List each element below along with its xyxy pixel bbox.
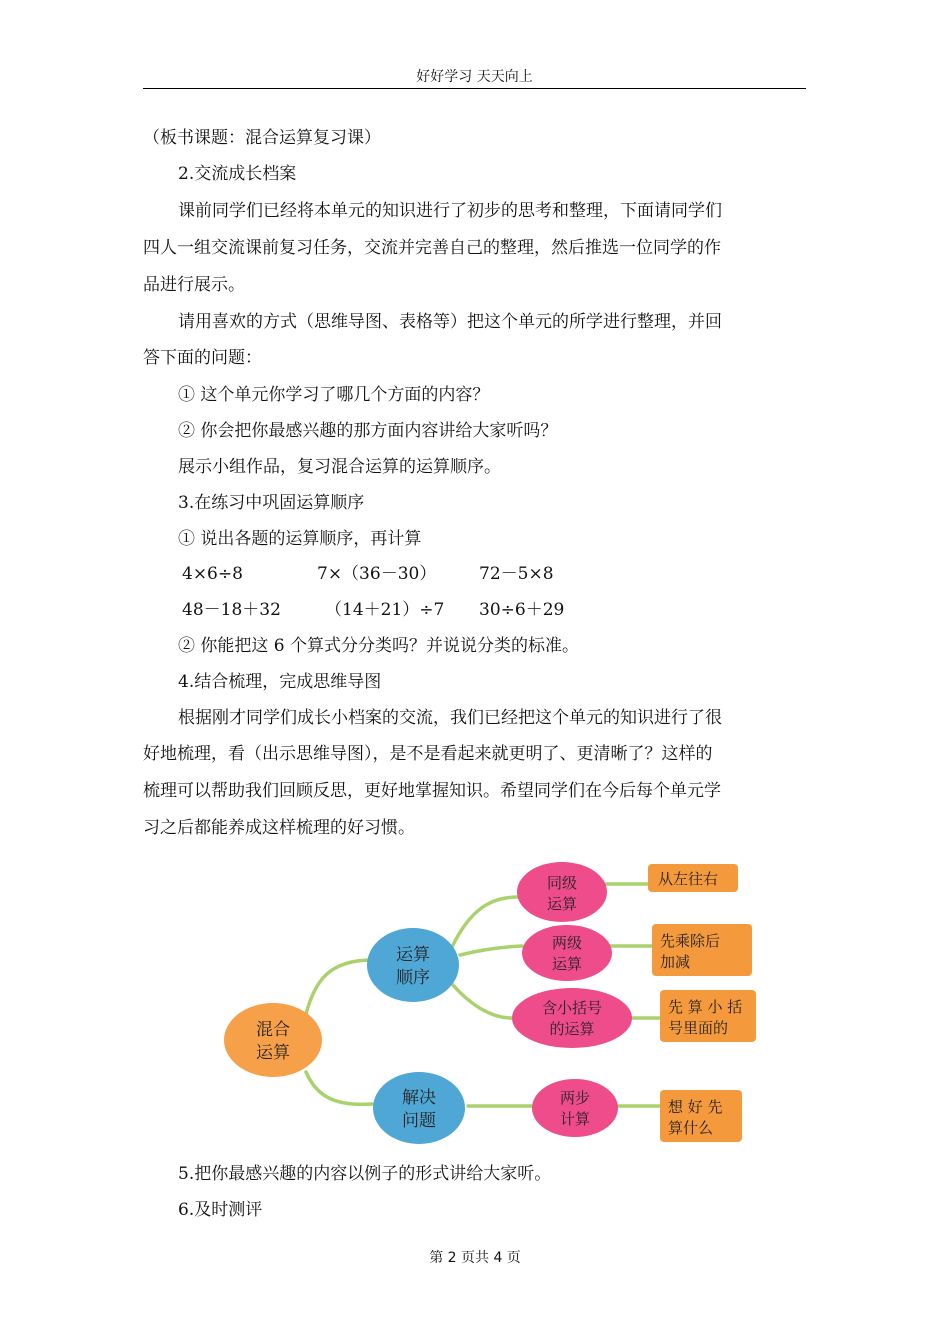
connector xyxy=(306,1072,372,1104)
box-label: 从左往右 xyxy=(658,870,719,888)
connector xyxy=(460,946,522,955)
box-label: 想 好 先 xyxy=(668,1098,723,1116)
node-label: 同级 xyxy=(546,874,578,892)
section-4-heading: 4.结合梳理，完成思维导图 xyxy=(178,672,382,692)
node-label: 混合 xyxy=(256,1020,290,1040)
branch-bubble xyxy=(373,1072,465,1144)
branch-node-order xyxy=(367,928,459,1002)
expression: 48－18＋32 xyxy=(182,600,281,620)
box-left-to-right xyxy=(648,864,738,892)
question-1: ① 这个单元你学习了哪几个方面的内容？ xyxy=(178,385,490,405)
section-5-heading: 5.把你最感兴趣的内容以例子的形式讲给大家听。 xyxy=(178,1164,552,1184)
box-label: 先乘除后 xyxy=(660,932,721,950)
box-parentheses-first xyxy=(660,990,756,1042)
box-think-first xyxy=(660,1090,742,1142)
paragraph: 展示小组作品，复习混合运算的运算顺序。 xyxy=(178,457,501,477)
pink-bubble xyxy=(517,862,607,922)
node-label: 顺序 xyxy=(396,968,430,988)
branch-bubble xyxy=(367,928,459,1002)
node-label: 运算 xyxy=(551,955,583,973)
connector xyxy=(452,984,512,1018)
connector xyxy=(306,960,372,1014)
node-label: 解决 xyxy=(402,1088,436,1108)
box-label: 加减 xyxy=(660,953,691,971)
section-3-heading: 3.在练习中巩固运算顺序 xyxy=(178,493,365,513)
paragraph: 请用喜欢的方式（思维导图、表格等）把这个单元的所学进行整理，并回 xyxy=(178,312,722,332)
node-label: 问题 xyxy=(402,1111,436,1131)
expression: 30÷6＋29 xyxy=(479,600,565,620)
node-label: 运算 xyxy=(546,895,578,913)
root-node xyxy=(224,1003,322,1077)
expression: 72－5×8 xyxy=(479,564,554,584)
paragraph: 梳理可以帮助我们回顾反思，更好地掌握知识。希望同学们在今后每个单元学 xyxy=(143,781,721,801)
box-label: 先 算 小 括 xyxy=(668,998,743,1016)
box-label: 号里面的 xyxy=(668,1019,729,1037)
node-label: 的运算 xyxy=(549,1020,595,1038)
node-parentheses xyxy=(512,988,632,1048)
expression: 4×6÷8 xyxy=(182,564,243,584)
branch-node-solve xyxy=(373,1072,465,1144)
node-label: 含小括号 xyxy=(541,999,603,1017)
question: ② 你能把这 6 个算式分分类吗？并说说分类的标准。 xyxy=(178,636,580,656)
node-label: 计算 xyxy=(559,1110,591,1128)
expression: 7×（36－30） xyxy=(317,564,437,584)
pink-bubble xyxy=(532,1079,618,1137)
paragraph: 根据刚才同学们成长小档案的交流，我们已经把这个单元的知识进行了很 xyxy=(178,708,722,728)
pink-bubble xyxy=(512,988,632,1048)
paragraph: 品进行展示。 xyxy=(143,275,245,295)
paragraph: 答下面的问题： xyxy=(143,348,262,368)
node-label: 两步 xyxy=(559,1089,591,1107)
board-title: （板书课题：混合运算复习课） xyxy=(143,128,381,148)
paragraph: 习之后都能养成这样梳理的好习惯。 xyxy=(143,818,415,838)
node-label: 运算 xyxy=(396,945,430,965)
page-number: 第 2 页共 4 页 xyxy=(429,1250,521,1266)
node-two-levels xyxy=(522,925,612,981)
node-same-level xyxy=(517,862,607,922)
connector xyxy=(452,897,518,947)
paragraph: 四人一组交流课前复习任务，交流并完善自己的整理，然后推选一位同学的作 xyxy=(143,238,721,258)
paragraph: 好地梳理，看（出示思维导图），是不是看起来就更明了、更清晰了？这样的 xyxy=(143,744,713,764)
page-header: 好好学习 天天向上 xyxy=(416,69,533,85)
paragraph: 课前同学们已经将本单元的知识进行了初步的思考和整理，下面请同学们 xyxy=(178,201,722,221)
question-2: ② 你会把你最感兴趣的那方面内容讲给大家听吗？ xyxy=(178,421,558,441)
box-label: 算什么 xyxy=(668,1119,714,1137)
exercise-instruction: ① 说出各题的运算顺序，再计算 xyxy=(178,529,422,549)
root-bubble xyxy=(224,1003,322,1077)
node-label: 两级 xyxy=(551,934,583,952)
expression: （14＋21）÷7 xyxy=(325,600,445,620)
section-6-heading: 6.及时测评 xyxy=(178,1200,263,1220)
node-label: 运算 xyxy=(256,1043,290,1063)
section-2-heading: 2.交流成长档案 xyxy=(178,164,297,184)
box-multiply-first xyxy=(652,924,752,976)
node-two-steps xyxy=(532,1079,618,1137)
